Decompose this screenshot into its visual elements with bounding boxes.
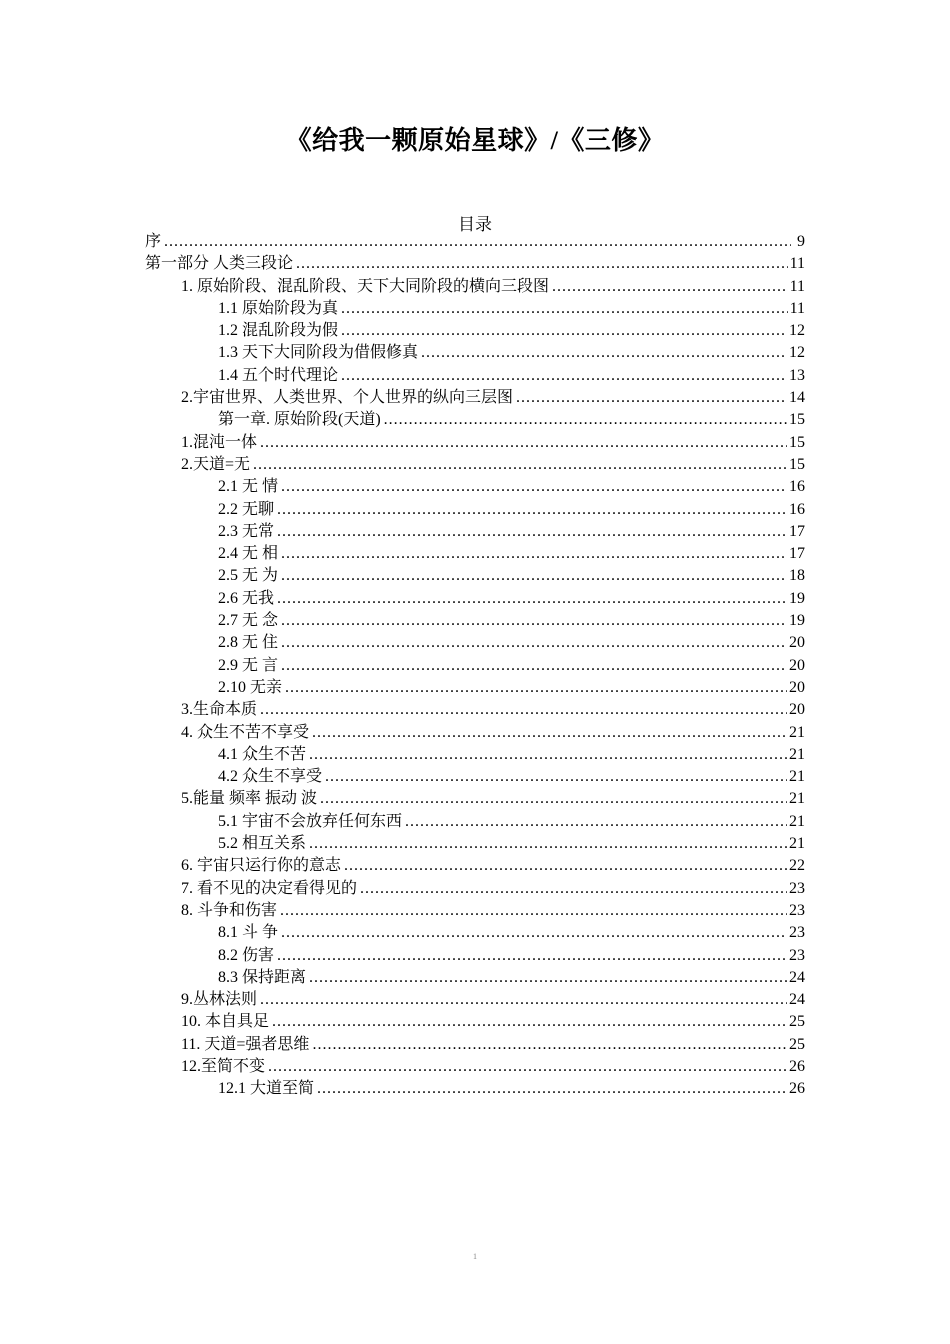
toc-entry-label: 12.至简不变 (181, 1057, 266, 1075)
toc-entry-label: 2.7 无 念 (218, 612, 279, 630)
toc-dot-leader (317, 1078, 787, 1100)
toc-entry-label: 11. 天道=强者思维 (181, 1035, 310, 1053)
toc-dot-leader (344, 855, 787, 877)
toc-entry-label: 第一章. 原始阶段(天道) (218, 411, 381, 429)
toc-entry-label: 1.4 五个时代理论 (218, 366, 339, 384)
toc-entry[interactable] (145, 1034, 805, 1056)
toc-entry[interactable] (145, 521, 805, 543)
toc-entry-page-number: 21 (789, 723, 805, 741)
toc-entry-page-number: 17 (789, 545, 805, 563)
toc-entry[interactable] (145, 432, 805, 454)
toc-entry[interactable] (145, 1078, 805, 1100)
toc-entry-page-number: 11 (789, 255, 805, 273)
toc-entry[interactable] (145, 365, 805, 387)
toc-dot-leader (281, 476, 787, 498)
toc-entry-page-number: 11 (789, 299, 805, 317)
toc-entry[interactable] (145, 699, 805, 721)
toc-entry-page-number: 22 (789, 857, 805, 875)
toc-dot-leader (309, 967, 787, 989)
toc-dot-leader (285, 677, 787, 699)
toc-entry[interactable] (145, 231, 805, 253)
toc-entry[interactable] (145, 476, 805, 498)
toc-dot-leader (277, 588, 787, 610)
toc-entry-page-number: 18 (789, 567, 805, 585)
toc-entry-page-number: 19 (789, 612, 805, 630)
page-number: 1 (473, 1252, 477, 1261)
toc-entry-label: 2.3 无常 (218, 522, 275, 540)
toc-entry-page-number: 23 (789, 924, 805, 942)
toc-dot-leader (421, 342, 787, 364)
toc-entry-page-number: 25 (789, 1035, 805, 1053)
toc-entry[interactable] (145, 722, 805, 744)
toc-entry-page-number: 20 (789, 656, 805, 674)
toc-entry-page-number: 25 (789, 1013, 805, 1031)
toc-dot-leader (341, 320, 787, 342)
toc-entry-label: 第一部分 人类三段论 (145, 255, 294, 273)
toc-entry-page-number: 21 (789, 835, 805, 853)
toc-entry-label: 2.1 无 情 (218, 478, 279, 496)
toc-entry-label: 2.8 无 住 (218, 634, 279, 652)
toc-entry[interactable] (145, 632, 805, 654)
toc-entry-page-number: 21 (789, 768, 805, 786)
toc-dot-leader (552, 276, 788, 298)
toc-entry[interactable] (145, 922, 805, 944)
toc-entry[interactable] (145, 253, 805, 275)
toc-entry-label: 5.1 宇宙不会放弃任何东西 (218, 812, 403, 830)
toc-entry[interactable] (145, 900, 805, 922)
toc-entry-page-number: 14 (789, 389, 805, 407)
toc-entry-page-number: 26 (789, 1080, 805, 1098)
toc-dot-leader (281, 610, 787, 632)
toc-entry-page-number: 20 (789, 634, 805, 652)
toc-entry-page-number: 16 (789, 478, 805, 496)
toc-dot-leader (253, 454, 787, 476)
toc-entry-page-number: 13 (789, 366, 805, 384)
toc-entry-page-number: 15 (789, 411, 805, 429)
toc-entry[interactable] (145, 878, 805, 900)
toc-dot-leader (268, 1056, 787, 1078)
toc-dot-leader (281, 565, 787, 587)
toc-entry-page-number: 12 (789, 344, 805, 362)
toc-dot-leader (325, 766, 787, 788)
toc-entry-label: 2.宇宙世界、人类世界、个人世界的纵向三层图 (181, 389, 514, 407)
toc-entry[interactable] (145, 342, 805, 364)
table-of-contents (145, 231, 805, 1101)
toc-entry[interactable] (145, 989, 805, 1011)
toc-entry-page-number: 26 (789, 1057, 805, 1075)
toc-dot-leader (281, 543, 787, 565)
toc-entry-label: 1.混沌一体 (181, 433, 258, 451)
toc-entry-label: 2.4 无 相 (218, 545, 279, 563)
toc-entry-label: 1. 原始阶段、混乱阶段、天下大同阶段的横向三段图 (181, 277, 550, 295)
document-title: 《给我一颗原始星球》/《三修》 (285, 126, 665, 155)
toc-entry-page-number: 17 (789, 522, 805, 540)
toc-entry-page-number: 23 (789, 946, 805, 964)
toc-heading: 目录 (458, 215, 492, 234)
toc-dot-leader (281, 632, 787, 654)
toc-entry-page-number: 21 (789, 812, 805, 830)
toc-entry-label: 2.6 无我 (218, 589, 275, 607)
toc-entry-label: 2.2 无聊 (218, 500, 275, 518)
toc-entry[interactable] (145, 588, 805, 610)
toc-entry[interactable] (145, 320, 805, 342)
toc-entry-label: 2.10 无亲 (218, 678, 283, 696)
toc-entry-label: 2.5 无 为 (218, 567, 279, 585)
toc-entry-label: 8.2 伤害 (218, 946, 275, 964)
toc-entry-page-number: 20 (789, 678, 805, 696)
toc-dot-leader (277, 499, 787, 521)
toc-dot-leader (281, 655, 787, 677)
toc-entry[interactable] (145, 1056, 805, 1078)
toc-entry[interactable] (145, 788, 805, 810)
toc-entry-label: 7. 看不见的决定看得见的 (181, 879, 358, 897)
toc-entry-page-number: 24 (789, 968, 805, 986)
toc-entry-label: 序 (145, 233, 162, 250)
toc-entry[interactable] (145, 766, 805, 788)
toc-entry[interactable] (145, 677, 805, 699)
toc-entry-label: 8. 斗争和伤害 (181, 901, 278, 919)
toc-entry-label: 2.天道=无 (181, 455, 251, 473)
toc-entry-label: 4.2 众生不享受 (218, 768, 323, 786)
toc-dot-leader (272, 1011, 787, 1033)
toc-entry[interactable] (145, 409, 805, 431)
toc-entry[interactable] (145, 610, 805, 632)
toc-entry-page-number: 11 (789, 277, 805, 295)
toc-entry-label: 10. 本自具足 (181, 1013, 270, 1031)
toc-dot-leader (341, 365, 787, 387)
toc-entry-page-number: 12 (789, 322, 805, 340)
toc-entry-label: 1.1 原始阶段为真 (218, 299, 339, 317)
toc-dot-leader (384, 409, 787, 431)
toc-dot-leader (516, 387, 787, 409)
toc-entry-label: 1.2 混乱阶段为假 (218, 322, 339, 340)
toc-entry-label: 3.生命本质 (181, 701, 258, 719)
toc-entry[interactable] (145, 298, 805, 320)
toc-entry-label: 4.1 众生不苦 (218, 745, 307, 763)
toc-entry-page-number: 21 (789, 745, 805, 763)
toc-dot-leader (164, 231, 791, 253)
toc-entry[interactable] (145, 543, 805, 565)
toc-entry-page-number: 9 (797, 233, 805, 250)
toc-entry[interactable] (145, 744, 805, 766)
toc-entry-label: 4. 众生不苦不享受 (181, 723, 310, 741)
toc-dot-leader (312, 1034, 787, 1056)
toc-dot-leader (277, 521, 787, 543)
toc-dot-leader (281, 922, 787, 944)
toc-dot-leader (277, 945, 787, 967)
toc-entry-page-number: 19 (789, 589, 805, 607)
toc-entry[interactable] (145, 565, 805, 587)
toc-entry[interactable] (145, 1011, 805, 1033)
toc-entry-page-number: 16 (789, 500, 805, 518)
toc-entry-page-number: 24 (789, 991, 805, 1009)
toc-entry[interactable] (145, 499, 805, 521)
toc-entry[interactable] (145, 454, 805, 476)
toc-entry-label: 5.2 相互关系 (218, 835, 307, 853)
toc-entry-label: 12.1 大道至简 (218, 1080, 315, 1098)
toc-entry-label: 1.3 天下大同阶段为借假修真 (218, 344, 419, 362)
toc-entry[interactable] (145, 276, 805, 298)
toc-dot-leader (260, 699, 787, 721)
toc-entry-label: 8.3 保持距离 (218, 968, 307, 986)
toc-entry[interactable] (145, 833, 805, 855)
toc-entry-page-number: 15 (789, 433, 805, 451)
toc-entry[interactable] (145, 811, 805, 833)
toc-entry-page-number: 20 (789, 701, 805, 719)
toc-entry-label: 9.丛林法则 (181, 991, 258, 1009)
toc-dot-leader (296, 253, 788, 275)
toc-entry[interactable] (145, 655, 805, 677)
toc-entry-page-number: 23 (789, 901, 805, 919)
toc-dot-leader (260, 989, 787, 1011)
toc-entry-page-number: 21 (789, 790, 805, 808)
toc-dot-leader (320, 788, 787, 810)
toc-entry[interactable] (145, 387, 805, 409)
toc-dot-leader (260, 432, 787, 454)
toc-entry-label: 8.1 斗 争 (218, 924, 279, 942)
toc-entry[interactable] (145, 967, 805, 989)
toc-entry[interactable] (145, 855, 805, 877)
toc-dot-leader (309, 744, 787, 766)
toc-dot-leader (280, 900, 787, 922)
toc-entry-page-number: 23 (789, 879, 805, 897)
toc-dot-leader (405, 811, 787, 833)
toc-dot-leader (312, 722, 787, 744)
toc-entry[interactable] (145, 945, 805, 967)
toc-entry-label: 5.能量 频率 振动 波 (181, 790, 318, 808)
toc-entry-label: 2.9 无 言 (218, 656, 279, 674)
toc-dot-leader (341, 298, 788, 320)
toc-entry-page-number: 15 (789, 455, 805, 473)
toc-dot-leader (360, 878, 787, 900)
toc-entry-label: 6. 宇宙只运行你的意志 (181, 857, 342, 875)
toc-dot-leader (309, 833, 787, 855)
